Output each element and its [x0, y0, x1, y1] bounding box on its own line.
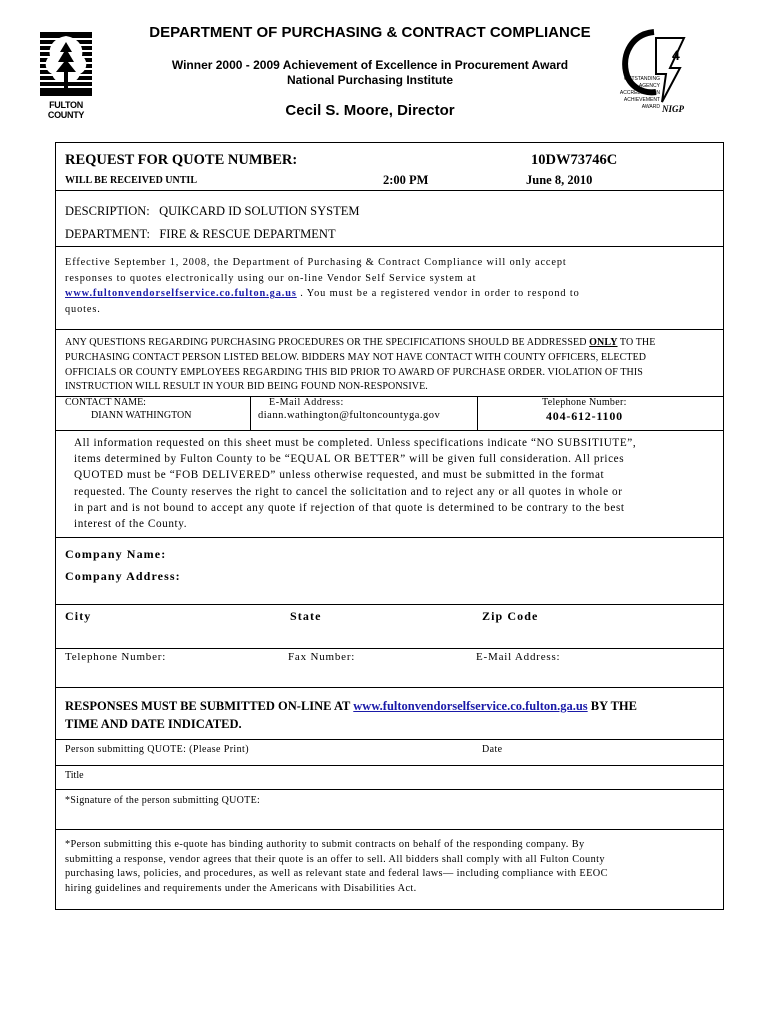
disclaimer-paragraph: *Person submitting this e-quote has binding authority to submit contracts on behalf of the responding company. By submitting a response, vendor agrees that their quote is an offer to sell. All bidders shall comply with all Fulton County purchasing laws, policies, and procedures, as well as relevant state and federal laws— including compliance with EEOC hiring guidelines and requirements under the Americans with Disabilities Act. — [65, 839, 608, 894]
vendor-self-service-link[interactable]: www.fultonvendorselfservice.co.fulton.ga.us — [65, 288, 297, 300]
divider — [56, 190, 723, 191]
divider — [56, 789, 723, 790]
responses-line-2: TIME AND DATE INDICATED. — [65, 717, 242, 731]
state-label: State — [290, 609, 322, 623]
description-label: DESCRIPTION: — [65, 204, 150, 218]
county-logo-text: FULTON COUNTY — [47, 100, 85, 120]
city-label: City — [65, 609, 92, 623]
date-label: Date — [482, 744, 503, 755]
divider — [56, 604, 723, 605]
divider — [56, 246, 723, 247]
contact-notice: ANY QUESTIONS REGARDING PURCHASING PROCEDURES OR THE SPECIFICATIONS SHOULD BE ADDRESSED ONLY TO THE PURCHASING CONTACT PERSON LISTED BELOW. BIDDERS MAY NOT HAVE CONTACT WITH COUNTY OFFICERS, ELECTED OFFICIALS OR COUNTY EMPLOYEES REGARDING THIS BID PRIOR TO AWARD OF PURCHASE ORDER. VIOLATION OF THIS INSTRUCTION WILL RESULT IN YOUR BID BEING FOUND NON-RESPONSIVE. — [65, 337, 656, 393]
company-name-label: Company Name: — [65, 547, 167, 561]
divider — [56, 739, 723, 740]
divider — [250, 396, 251, 430]
tree-logo-icon — [40, 32, 92, 96]
divider — [56, 329, 723, 330]
divider — [56, 430, 723, 431]
title-label: Title — [65, 770, 84, 781]
description-line — [65, 204, 359, 219]
department-value: FIRE & RESCUE DEPARTMENT — [159, 227, 336, 241]
nigp-logo-lines: OUTSTANDING AGENCY ACCREDITATION ACHIEVEMENT AWARD — [619, 76, 660, 110]
responses-line: RESPONSES MUST BE SUBMITTED ON-LINE AT www.fultonvendorselfservice.co.fulton.ga.us BY THE — [65, 699, 637, 713]
director-line: Cecil S. Moore, Director — [285, 102, 455, 119]
deadline-time: 2:00 PM — [383, 173, 429, 187]
svg-text:4: 4 — [672, 47, 680, 63]
divider — [56, 648, 723, 649]
company-phone-label: Telephone Number: — [65, 651, 167, 663]
fax-number-label: Fax Number: — [288, 651, 356, 663]
award-line: Winner 2000 - 2009 Achievement of Excellence in Procurement Award — [171, 58, 569, 72]
contact-phone-label: Telephone Number: — [542, 397, 627, 408]
page-header — [0, 0, 770, 150]
contact-email-value[interactable]: diann.wathington@fultoncountyga.gov — [258, 410, 441, 421]
company-email-label: E-Mail Address: — [476, 651, 561, 663]
contact-name-value: DIANN WATHINGTON — [91, 410, 192, 421]
zip-code-label: Zip Code — [482, 609, 539, 623]
electronic-submission-notice: Effective September 1, 2008, the Department of Purchasing & Contract Compliance will only accept responses to quotes electronically using our on-line Vendor Self Service system at www.fultonvendorselfservice.co.fulton.ga.us . You must be a registered vendor in order to respond to quotes. — [65, 257, 580, 315]
contact-phone-value: 404-612-1100 — [546, 409, 623, 423]
nigp-logo-text: NIGP — [662, 104, 684, 114]
responses-submission-link[interactable]: www.fultonvendorselfservice.co.fulton.ga.us — [353, 699, 588, 713]
divider — [56, 537, 723, 538]
description-value: QUIKCARD ID SOLUTION SYSTEM — [159, 204, 360, 218]
department-line — [65, 227, 336, 242]
contact-name-label: CONTACT NAME: — [65, 397, 146, 408]
quote-form — [55, 142, 724, 910]
nigp-logo — [596, 28, 706, 120]
contact-email-label: E-Mail Address: — [269, 397, 344, 408]
fulton-county-logo — [34, 32, 98, 120]
deadline-date: June 8, 2010 — [526, 173, 593, 187]
divider — [56, 687, 723, 688]
signature-label: *Signature of the person submitting QUOTE: — [65, 795, 261, 806]
department-label: DEPARTMENT: — [65, 227, 150, 241]
company-address-label: Company Address: — [65, 569, 181, 583]
divider — [56, 829, 723, 830]
divider — [56, 765, 723, 766]
received-label: WILL BE RECEIVED UNTIL — [65, 175, 197, 186]
request-label: REQUEST FOR QUOTE NUMBER: — [65, 152, 298, 168]
department-title: DEPARTMENT OF PURCHASING & CONTRACT COMPLIANCE — [149, 24, 591, 41]
person-submitting-label: Person submitting QUOTE: (Please Print) — [65, 744, 249, 755]
request-number: 10DW73746C — [531, 152, 618, 168]
instructions-paragraph: All information requested on this sheet must be completed. Unless specifications indicate “NO SUBSITIUTE”, items determined by Fulton County to be “EQUAL OR BETTER” will be given full consideration. All prices QUOTED must be “FOB DELIVERED” unless otherwise requested, and must be submitted in the format requested. The County reserves the right to cancel the solicitation and to reject any or all quotes in whole or in part and is not bound to accept any quote if rejection of that quote is determined to be contrary to the best interest of the County. — [74, 437, 637, 531]
divider — [477, 396, 478, 430]
institute-line: National Purchasing Institute — [286, 73, 454, 87]
